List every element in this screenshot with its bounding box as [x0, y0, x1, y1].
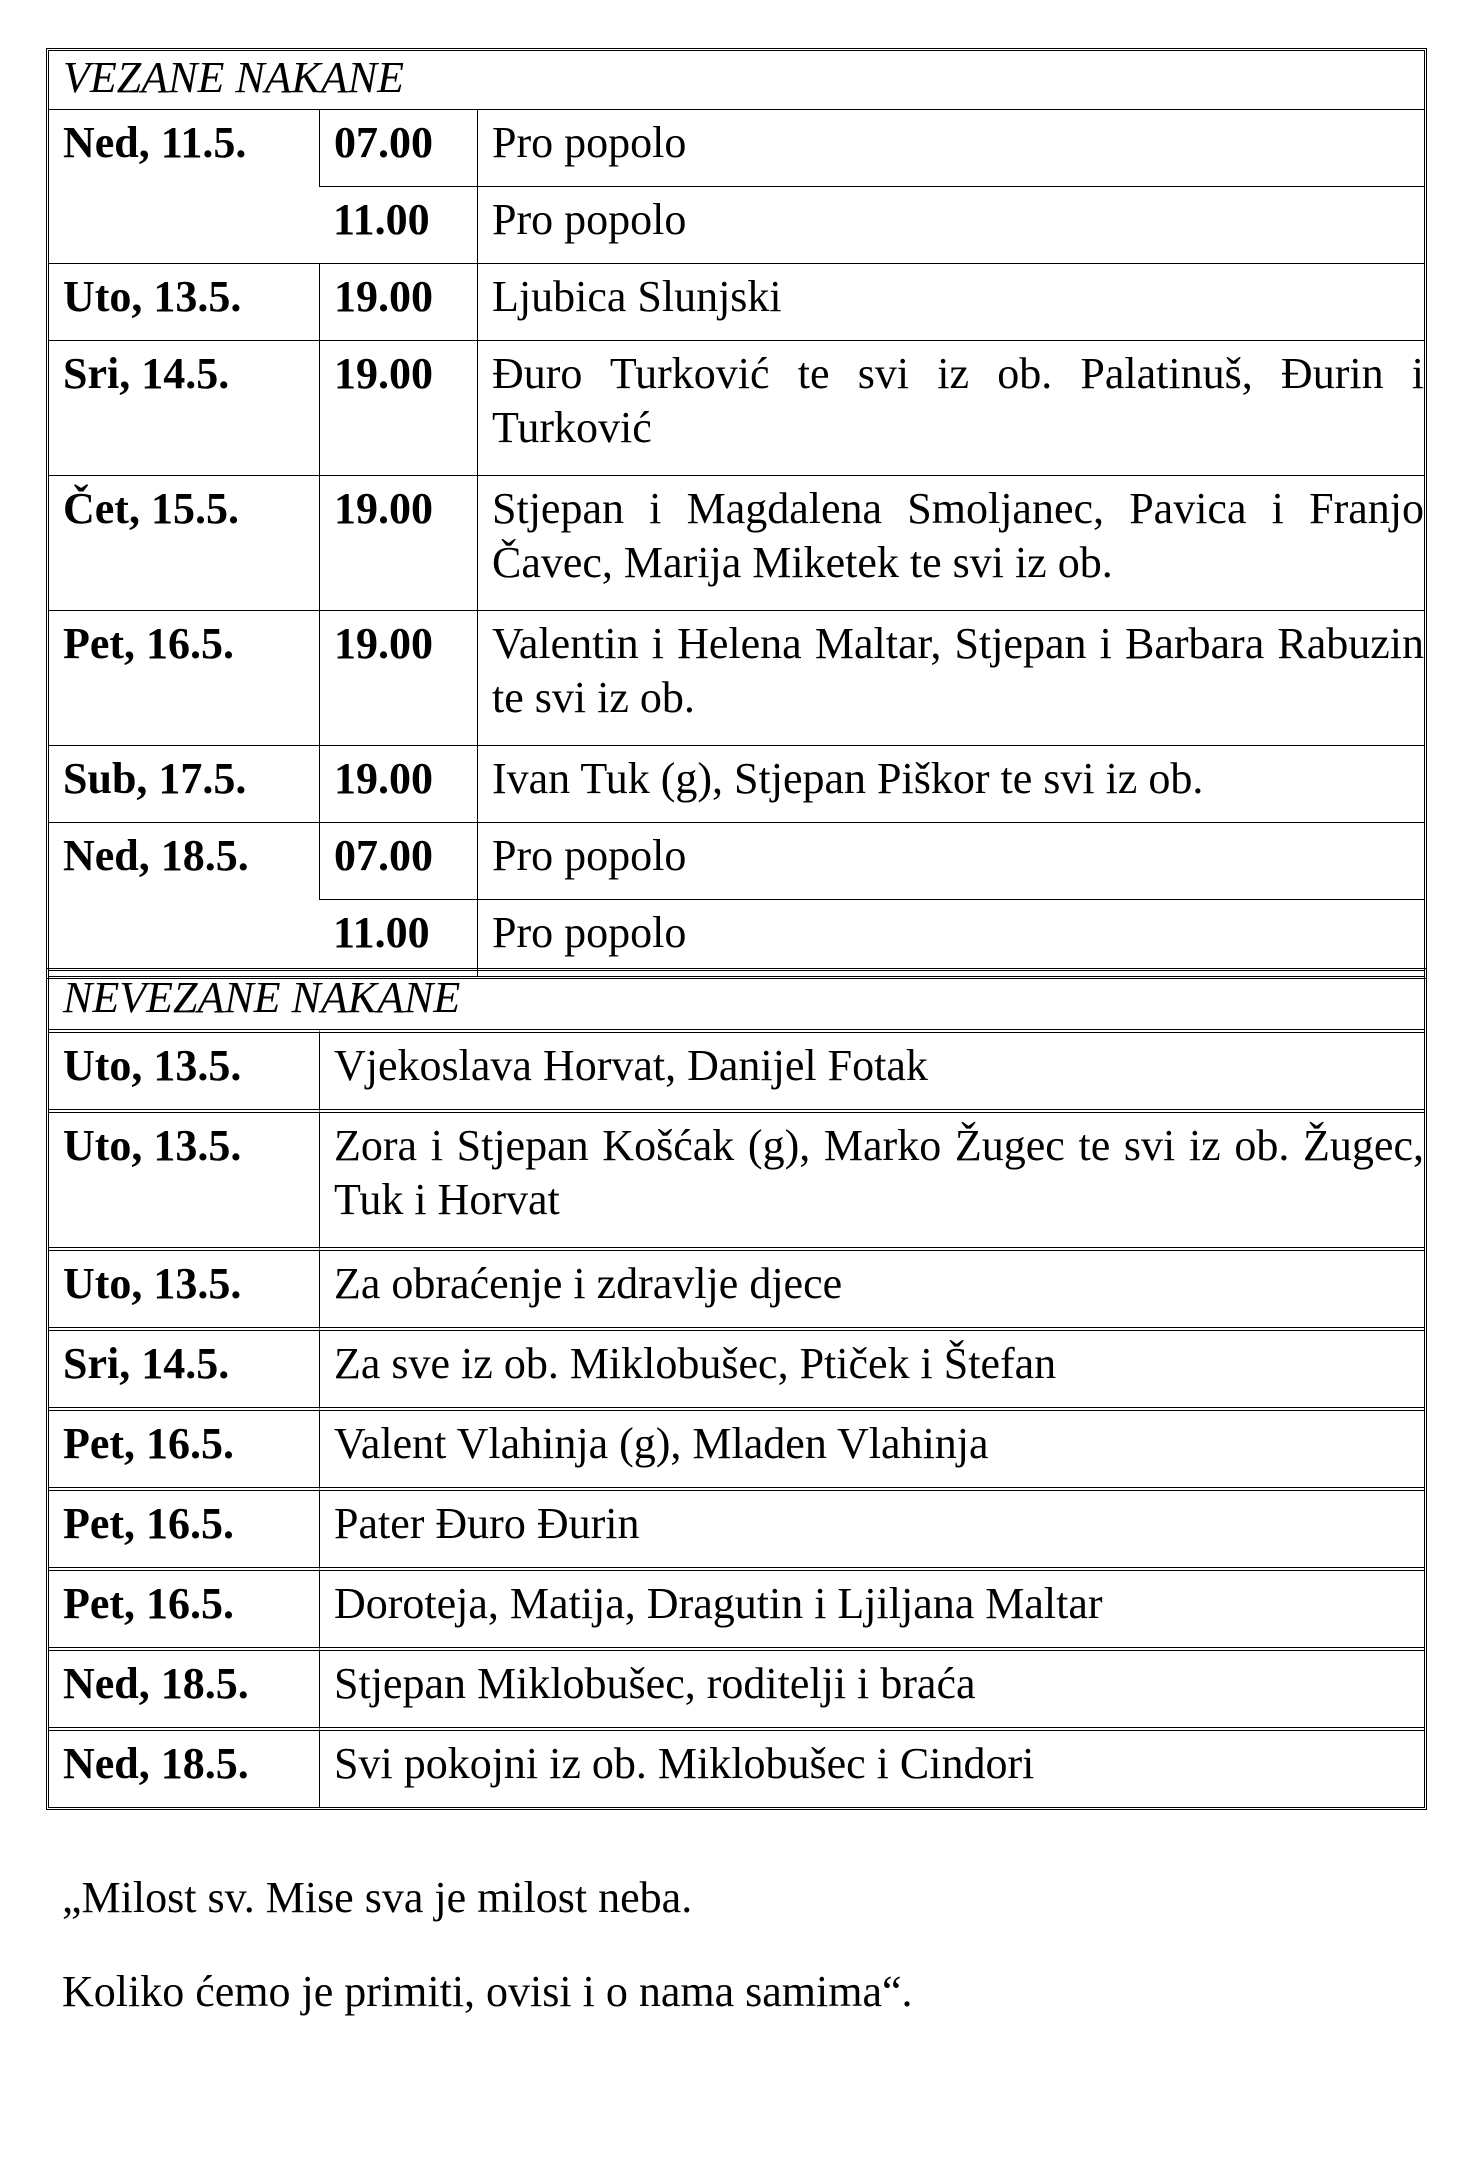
time-cell: 19.00 [319, 745, 477, 822]
intention-cell: Stjepan i Magdalena Smoljanec, Pavica i Franjo Čavec, Marija Miketek te svi iz ob. [477, 475, 1424, 610]
day-cell: Uto, 13.5. [49, 1109, 319, 1247]
day-cell: Pet, 16.5. [49, 1567, 319, 1647]
day-cell: Ned, 18.5. [49, 1647, 319, 1727]
table-row [49, 1327, 1424, 1407]
time-cell: 19.00 [319, 340, 477, 475]
section-title-vezane: VEZANE NAKANE [63, 53, 404, 102]
table-row [49, 340, 1424, 475]
intention-cell: Stjepan Miklobušec, roditelji i braća [319, 1647, 1424, 1727]
time-cell: 19.00 [319, 610, 477, 745]
table-row [49, 1247, 1424, 1327]
intention-cell: Doroteja, Matija, Dragutin i Ljiljana Maltar [319, 1567, 1424, 1647]
intention-cell: Pro popolo [477, 899, 1424, 976]
intention-cell: Pro popolo [477, 186, 1424, 263]
table-row [49, 1109, 1424, 1247]
time-cell: 11.00 [319, 186, 477, 263]
day-cell: Ned, 18.5. [49, 1727, 319, 1807]
table-row [49, 109, 1424, 186]
table-row [49, 1029, 1424, 1109]
nevezane-nakane-table [46, 968, 1427, 1810]
time-cell: 19.00 [319, 263, 477, 340]
intention-cell: Za sve iz ob. Miklobušec, Ptiček i Štefan [319, 1327, 1424, 1407]
section-header-row [49, 971, 1424, 1029]
table-row [49, 263, 1424, 340]
section-header-row [49, 51, 1424, 109]
intention-cell: Valent Vlahinja (g), Mladen Vlahinja [319, 1407, 1424, 1487]
intention-cell: Svi pokojni iz ob. Miklobušec i Cindori [319, 1727, 1424, 1807]
intention-cell: Pro popolo [477, 109, 1424, 186]
day-cell: Pet, 16.5. [49, 610, 319, 745]
time-cell: 07.00 [319, 109, 477, 186]
day-cell: Uto, 13.5. [49, 1247, 319, 1327]
quote-line-2: Koliko ćemo je primiti, ovisi i o nama samima“. [62, 1967, 913, 2016]
table-row [49, 475, 1424, 610]
table-row [49, 1647, 1424, 1727]
quote-line-1: „Milost sv. Mise sva je milost neba. [62, 1873, 693, 1922]
time-cell: 07.00 [319, 822, 477, 899]
table-row [49, 1727, 1424, 1807]
day-cell: Ned, 11.5. [49, 109, 319, 263]
intention-cell: Ljubica Slunjski [477, 263, 1424, 340]
vezane-nakane-table [46, 48, 1427, 979]
table-row [49, 1407, 1424, 1487]
day-cell: Pet, 16.5. [49, 1487, 319, 1567]
intention-cell: Pro popolo [477, 822, 1424, 899]
table-row [49, 1487, 1424, 1567]
intention-cell: Zora i Stjepan Košćak (g), Marko Žugec te svi iz ob. Žugec, Tuk i Horvat [319, 1109, 1424, 1247]
time-cell: 19.00 [319, 475, 477, 610]
intention-cell: Đuro Turković te svi iz ob. Palatinuš, Đurin i Turković [477, 340, 1424, 475]
day-cell: Sri, 14.5. [49, 340, 319, 475]
day-cell: Pet, 16.5. [49, 1407, 319, 1487]
day-cell: Čet, 15.5. [49, 475, 319, 610]
time-cell: 11.00 [319, 899, 477, 976]
table-row [49, 745, 1424, 822]
table-row [49, 610, 1424, 745]
intention-cell: Valentin i Helena Maltar, Stjepan i Barbara Rabuzin te svi iz ob. [477, 610, 1424, 745]
table-row [49, 822, 1424, 899]
day-cell: Sri, 14.5. [49, 1327, 319, 1407]
intention-cell: Ivan Tuk (g), Stjepan Piškor te svi iz ob. [477, 745, 1424, 822]
intention-cell: Pater Đuro Đurin [319, 1487, 1424, 1567]
day-cell: Uto, 13.5. [49, 1029, 319, 1109]
intention-cell: Vjekoslava Horvat, Danijel Fotak [319, 1029, 1424, 1109]
day-cell: Ned, 18.5. [49, 822, 319, 976]
intention-cell: Za obraćenje i zdravlje djece [319, 1247, 1424, 1327]
day-cell: Sub, 17.5. [49, 745, 319, 822]
table-row [49, 1567, 1424, 1647]
section-title-nevezane: NEVEZANE NAKANE [63, 973, 461, 1022]
day-cell: Uto, 13.5. [49, 263, 319, 340]
